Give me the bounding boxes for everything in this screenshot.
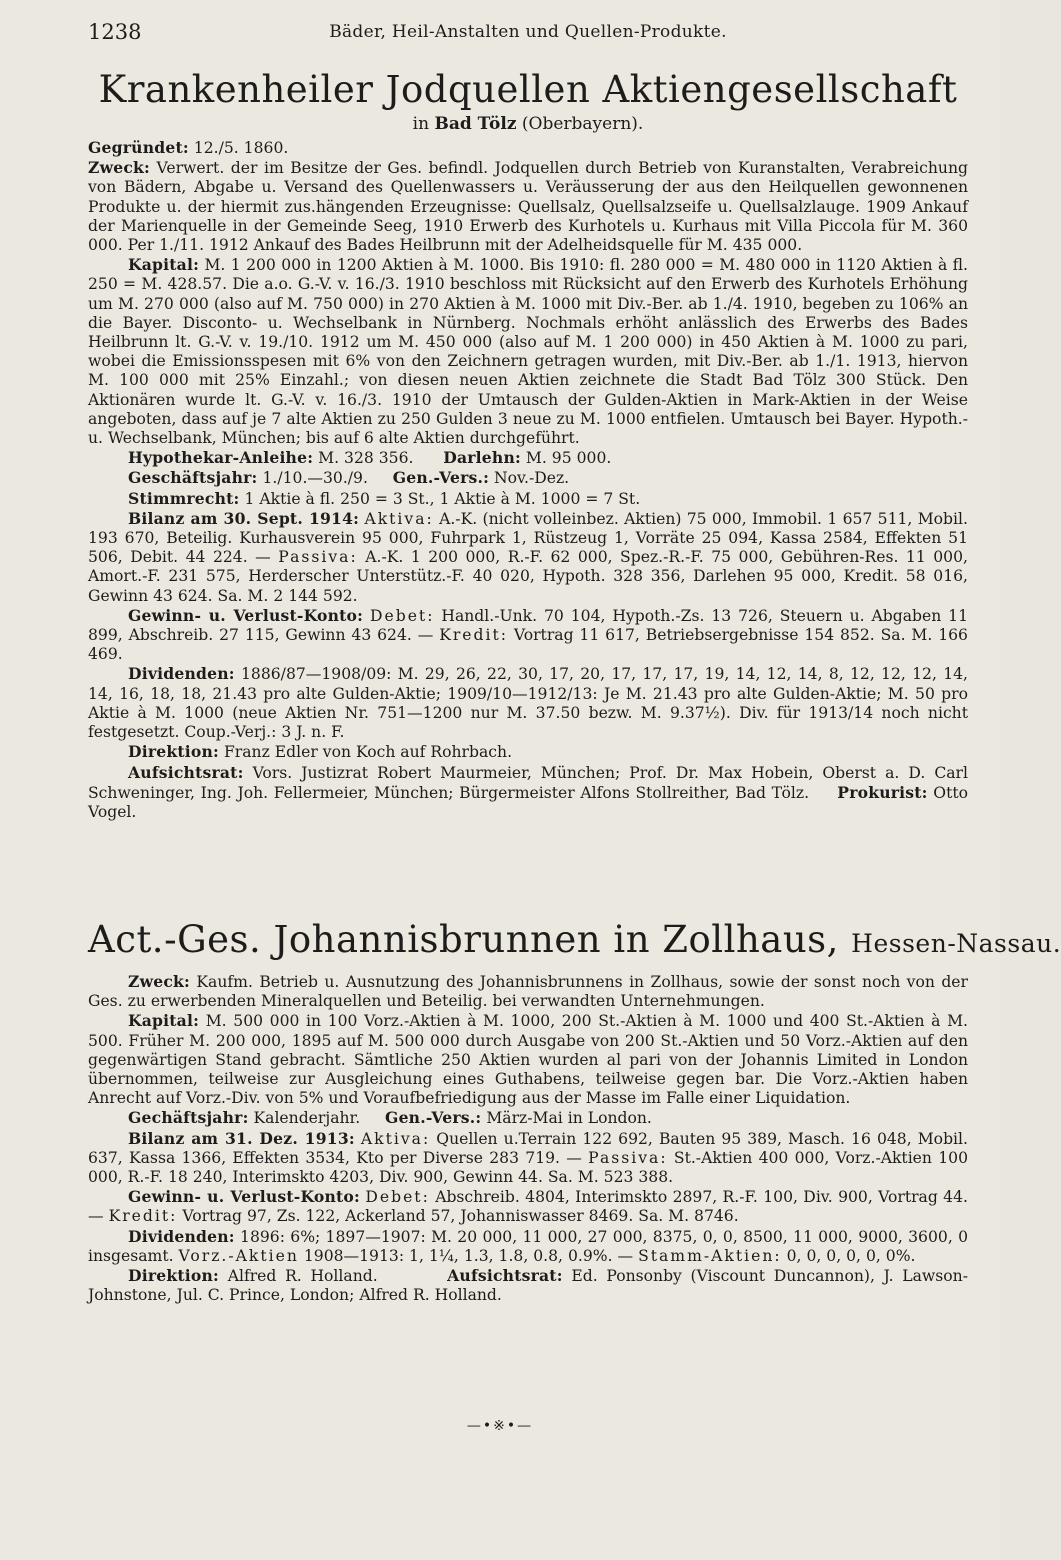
- balance-label: Bilanz am 30. Sept. 1914:: [128, 508, 360, 528]
- capital-section-2: [88, 1011, 968, 1108]
- directors-text: Alfred R. Holland.: [227, 1267, 378, 1286]
- company-2-name: Act.-Ges. Johannisbrunnen in Zollhaus,: [88, 918, 839, 961]
- directors-label: Direktion:: [128, 1266, 220, 1286]
- company-entry-1: [88, 68, 968, 822]
- credit-word: Kredit:: [108, 1207, 178, 1226]
- debit-word: Debet:: [365, 1188, 430, 1207]
- gm-label: Gen.-Vers.:: [385, 1108, 482, 1128]
- founded-label: Gegründet:: [88, 138, 189, 157]
- capital-label: Kapital:: [128, 255, 200, 275]
- debit-text: Handl.-Unk. 70 104, Hypoth.-Zs. 13 726, Steuern u. Abgaben 11 899, Abschreib. 27 115, Gewinn 43 624. —: [88, 606, 968, 645]
- directors-section-2: [88, 1266, 968, 1305]
- running-title: Bäder, Heil-Anstalten und Quellen-Produkte.: [329, 22, 727, 42]
- loan-value: M. 95 000.: [525, 449, 612, 468]
- capital-label: Kapital:: [128, 1011, 200, 1031]
- end-ornament: —•※•—: [466, 1418, 534, 1434]
- company-2-title: [88, 918, 1061, 966]
- pl-label: Gewinn- u. Verlust-Konto:: [128, 605, 364, 625]
- board-label: Aufsichtsrat:: [128, 762, 244, 782]
- debit-text: Abschreib. 4804, Interimskto 2897, R.-F. 100, Div. 900, Vortrag 44. —: [88, 1188, 968, 1226]
- purpose-text: Kaufm. Betrieb u. Ausnutzung des Johannisbrunnens in Zollhaus, sowie der sonst noch von der Ges. zu erwerbenden Mineralquellen und Beteilig. bei verwandten Unternehmungen.: [88, 973, 968, 1011]
- company-entry-2: [88, 918, 1061, 1305]
- voting-label: Stimmrecht:: [128, 488, 240, 508]
- dividends-label: Dividenden:: [128, 664, 235, 684]
- dividends-text: 1886/87—1908/09: M. 29, 26, 22, 30, 17, 20, 17, 17, 17, 19, 14, 12, 14, 8, 12, 12, 12, 14, 14, 16, 18, 18, 21.43 pro alte Gulden-Aktie; 1909/10—1912/13: Je M. 21.43 pro alte Gulden-Aktie; M. 50 pro Aktie à M. 1000 (neue Aktien Nr. 751—1200 nur M. 37.50 bezw. M. 9.37½). Div. für 1913/14 noch nicht festgesetzt. Coup.-Verj.: 3 J. n. F.: [88, 665, 968, 742]
- fiscal-label: Gechäftsjahr:: [128, 1108, 249, 1128]
- assets-word: Aktiva:: [364, 509, 434, 528]
- assets-text: Quellen u.Terrain 122 692, Bauten 95 389, Masch. 16 048, Mobil. 637, Kassa 1366, Effekten 3534, Kto per Diverse 283 719. —: [88, 1129, 968, 1167]
- board-section: [88, 763, 968, 823]
- location-prefix: in: [412, 114, 430, 134]
- fiscal-section-2: [88, 1108, 968, 1128]
- directors-label: Direktion:: [128, 742, 220, 762]
- assets-text: A.-K. (nicht volleinbez. Aktien) 75 000, Immobil. 1 657 511, Mobil. 193 670, Beteilig. Kurhausverein 95 000, Fuhrpark 1, Rüstzeug 1, Vorräte 25 094, Kassa 2584, Effekten 51 506, Debit. 44 224. —: [88, 509, 968, 567]
- location-suffix: (Oberbayern).: [521, 114, 644, 134]
- dividends-section: [88, 664, 968, 742]
- capital-section: [88, 255, 968, 448]
- fiscal-label: Geschäftsjahr:: [128, 468, 258, 488]
- gm-label: Gen.-Vers.:: [392, 468, 490, 488]
- voting-value: 1 Aktie à fl. 250 = 3 St., 1 Aktie à M. 1000 = 7 St.: [244, 489, 641, 508]
- founded-section: [88, 138, 968, 158]
- purpose-label: Zweck:: [128, 972, 190, 991]
- balance-label: Bilanz am 31. Dez. 1913:: [128, 1128, 355, 1148]
- fiscal-section: [88, 468, 968, 488]
- credit-text: Vortrag 11 617, Betriebsergebnisse 154 852. Sa. M. 166 469.: [88, 626, 968, 664]
- liabilities-word: Passiva:: [588, 1148, 668, 1167]
- pref-shares-word: Vorz.-Aktien: [178, 1246, 299, 1265]
- gm-value: März-Mai in London.: [486, 1109, 652, 1128]
- company-2-region: Hessen-Nassau.: [851, 929, 1061, 958]
- dividends-label: Dividenden:: [128, 1226, 235, 1246]
- gm-value: Nov.-Dez.: [494, 469, 570, 488]
- location-city: Bad Tölz: [434, 114, 517, 134]
- procurist-label: Prokurist:: [837, 782, 928, 802]
- liabilities-text: A.-K. 1 200 000, R.-F. 62 000, Spez.-R.-F. 75 000, Gebühren-Res. 11 000, Amort.-F. 231 575, Herderscher Unterstütz.-F. 40 020, Hypoth. 328 356, Darlehen 95 000, Kredit. 58 016, Gewinn 43 624. Sa. M. 2 144 592.: [88, 548, 968, 605]
- credit-text: Vortrag 97, Zs. 122, Ackerland 57, Johanniswasser 8469. Sa. M. 8746.: [182, 1207, 739, 1226]
- page-number: 1238: [88, 20, 142, 44]
- pl-label: Gewinn- u. Verlust-Konto:: [128, 1187, 360, 1207]
- assets-word: Aktiva:: [360, 1129, 431, 1148]
- board-label: Aufsichtsrat:: [447, 1266, 563, 1286]
- pref-shares-text: 1908—1913: 1, 1¼, 1.3, 1.8, 0.8, 0.9%. —: [303, 1246, 634, 1265]
- liabilities-text: St.-Aktien 400 000, Vorz.-Aktien 100 000, R.-F. 18 240, Interimskto 4203, Div. 900, Gewinn 44. Sa. M. 523 388.: [88, 1148, 968, 1187]
- pl-section-2: [88, 1187, 968, 1226]
- board-text: Ed. Ponsonby (Viscount Duncannon), J. Lawson-Johnstone, Jul. C. Prince, London; Alfred R. Holland.: [88, 1267, 968, 1305]
- mortgage-value: M. 328 356.: [318, 449, 414, 468]
- balance-section: [88, 509, 968, 606]
- mortgage-label: Hypothekar-Anleihe:: [128, 448, 314, 468]
- founded-value: 12./5. 1860.: [193, 139, 289, 157]
- credit-word: Kredit:: [439, 626, 509, 645]
- common-shares-word: Stamm-Aktien:: [638, 1246, 782, 1265]
- balance-section-2: [88, 1129, 968, 1188]
- dividends-text: 1896: 6%; 1897—1907: M. 20 000, 11 000, 27 000, 8375, 0, 0, 8500, 11 000, 9000, 3600, 0 insgesamt.: [88, 1227, 968, 1265]
- purpose-label: Zweck:: [88, 158, 150, 178]
- voting-section: [88, 489, 968, 509]
- company-1-location: [88, 112, 968, 136]
- company-1-title: Krankenheiler Jodquellen Aktiengesellschaft: [98, 68, 958, 111]
- mortgage-section: [88, 448, 968, 468]
- procurist-text: Otto Vogel.: [88, 783, 969, 821]
- purpose-section-2: [88, 972, 968, 1011]
- purpose-text: Verwert. der im Besitze der Ges. befindl. Jodquellen durch Betrieb von Kuranstalten, Verabreichung von Bädern, Abgabe u. Versand des Quellenwassers u. Veräusserung der aus den Heilquellen gewonnenen Produkte u. der hiermit zus.hängenden Erzeugnisse: Quellsalz, Quellsalzseife u. Quellsalzlauge. 1909 Ankauf der Marienquelle in der Gemeinde Seeg, 1910 Erwerb des Kurhotels u. Kurhaus mit Villa Piccola für M. 360 000. Per 1./11. 1912 Ankauf des Bades Heilbrunn mit der Adelheidsquelle für M. 435 000.: [88, 159, 968, 255]
- dividends-section-2: [88, 1227, 968, 1266]
- running-head: [88, 18, 968, 50]
- liabilities-word: Passiva:: [278, 548, 358, 567]
- directors-text: Franz Edler von Koch auf Rohrbach.: [223, 743, 513, 762]
- loan-label: Darlehn:: [443, 448, 521, 468]
- fiscal-value: 1./10.—30./9.: [262, 469, 368, 488]
- capital-text: M. 500 000 in 100 Vorz.-Aktien à M. 1000, 200 St.-Aktien à M. 1000 und 400 St.-Aktien à M. 500. Früher M. 200 000, 1895 auf M. 500 000 durch Ausgabe von 200 St.-Aktien und 50 Vorz.-Aktien auf den gegenwärtigen Stand gebracht. Sämtliche 250 Aktien wurden al pari von der Johannis Limited in London übernommen, teilweise zur Ausgleichung eines Guthabens, teilweise gegen bar. Die Vorz.-Aktien haben Anrecht auf Vorz.-Div. von 5% und Voraufbefriedigung aus der Masse im Falle einer Liquidation.: [88, 1012, 968, 1108]
- capital-text: M. 1 200 000 in 1200 Aktien à M. 1000. Bis 1910: fl. 280 000 = M. 480 000 in 1120 Aktien à fl. 250 = M. 428.57. Die a.o. G.-V. v. 16./3. 1910 beschloss mit Rücksicht auf den Erwerb des Kurhotels Erhöhung um M. 270 000 (also auf M. 750 000) in 270 Aktien à M. 1000 mit Div.-Ber. ab 1./4. 1910, begeben zu 106% an die Bayer. Disconto- u. Wechselbank in Nürnberg. Nochmals erhöht anlässlich des Erwerbs des Bades Heilbrunn lt. G.-V. v. 19./10. 1912 um M. 450 000 (also auf M. 1 200 000) in 450 Aktien à M. 1000 zu pari, wobei die Emissionsspesen mit 6% von den Zeichnern getragen wurden, mit Div.-Ber. ab 1./1. 1913, hiervon M. 100 000 mit 25% Einzahl.; von diesen neuen Aktien zeichnete die Stadt Bad Tölz 300 Stück. Den Aktionären wurde lt. G.-V. v. 16./3. 1910 der Umtausch der Gulden-Aktien in Mark-Aktien in der Weise angeboten, dass auf je 7 alte Aktien zu 250 Gulden 3 neue zu M. 1000 entfielen. Umtausch bei Bayer. Hypoth.- u. Wechselbank, München; bis auf 6 alte Aktien durchgeführt.: [88, 256, 968, 448]
- board-text: Vors. Justizrat Robert Maurmeier, München; Prof. Dr. Max Hobein, Oberst a. D. Carl Schweninger, Ing. Joh. Fellermeier, München; Bürgermeister Alfons Stollreither, Bad Tölz.: [88, 763, 968, 802]
- fiscal-value: Kalenderjahr.: [253, 1109, 361, 1128]
- debit-word: Debet:: [369, 606, 435, 625]
- pl-section: [88, 606, 968, 665]
- common-shares-text: 0, 0, 0, 0, 0, 0%.: [786, 1246, 916, 1265]
- purpose-section: [88, 158, 968, 255]
- directors-section: [88, 742, 968, 762]
